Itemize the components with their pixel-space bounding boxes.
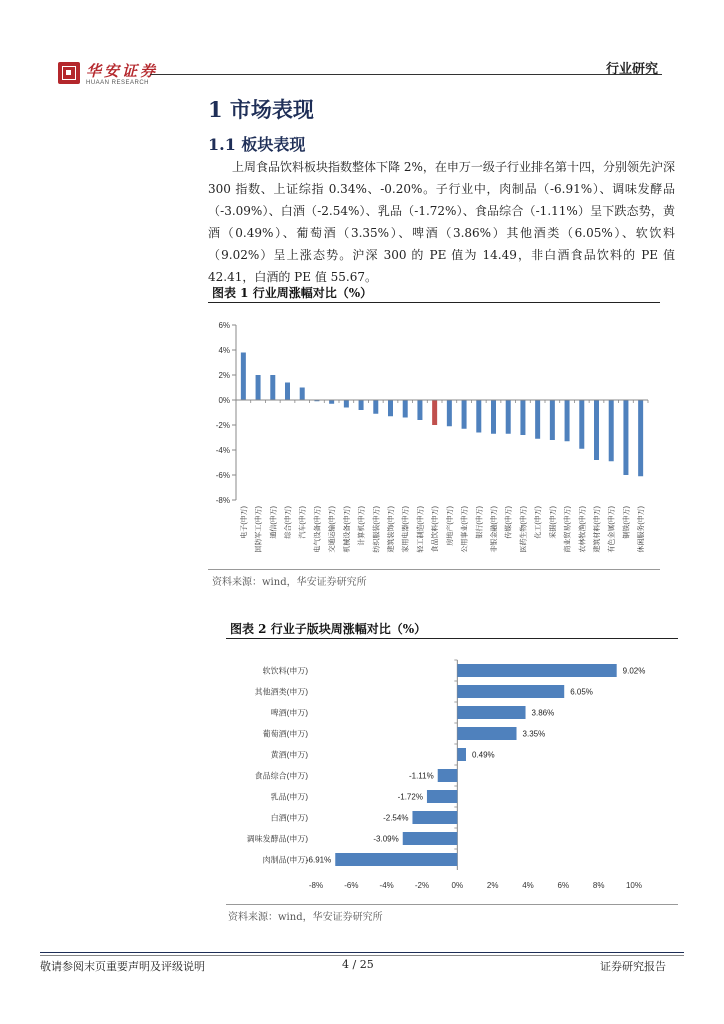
bar [417,400,422,420]
bar [457,727,516,740]
x-tick-label: 综合(申万) [285,506,292,539]
x-tick-label: -6% [344,881,359,890]
y-tick-label: 葡萄酒(申万) [262,729,308,739]
bar [388,400,393,416]
figure1-title: 图表 1 行业周涨幅对比（%） [212,286,373,300]
x-tick-label: 建筑装饰(申万) [388,506,395,553]
x-tick-label: 8% [592,881,605,890]
figure1-source: 资料来源：wind，华安证券研究所 [212,577,367,588]
data-label: 6.05% [570,687,593,697]
y-tick-label: 食品综合(申万) [254,771,308,781]
figure1-title-rule [208,302,660,303]
bar [623,400,628,475]
y-tick-label: 6% [218,321,230,330]
bar [579,400,584,449]
bar [403,400,408,418]
x-tick-label: 采掘(申万) [549,506,557,539]
bar [457,685,564,698]
x-tick-label: 轻工制造(申万) [417,506,425,553]
bar [412,811,457,824]
bar [476,400,481,433]
bar [335,853,457,866]
data-label: 3.86% [531,708,555,718]
y-tick-label: 调味发酵品(申万) [246,834,308,844]
x-tick-label: 房地产(申万) [446,506,454,546]
y-tick-label: -8% [215,496,230,505]
x-tick-label: 钢铁(申万) [623,506,631,539]
bar [432,400,437,425]
bar [462,400,467,429]
x-tick-label: -8% [308,881,324,890]
x-tick-label: 农林牧渔(申万) [579,506,587,553]
bar [535,400,540,439]
x-tick-label: 国防军工(申万) [255,506,263,553]
subsector-weekly-change-chart [226,644,678,902]
data-label: 0.49% [471,750,495,760]
bar [427,790,457,803]
x-tick-label: -2% [414,881,430,890]
brand-logo-icon [58,62,80,84]
body-paragraph: 上周食品饮料板块指数整体下降 2%，在申万一级子行业排名第十四，分别领先沪深 300 指数、上证综指 0.34%、-0.20%。子行业中，肉制品（-6.91%）、调味发酵品（-3.09%）、白酒（-2.54%）、乳品（-1.72%）、食品综合（-1.11%）呈下跌态势，黄酒（0.49%）、葡萄酒（3.35%）、啤酒（3.86%）其他酒类（6.05%）、软饮料（9.02%）呈上涨态势。沪深 300 的 PE 值为 14.49，非白酒食品饮料的 PE 值 42.41，白酒的 PE 值 55.67。 [208,160,675,284]
x-tick-label: 休闲服务(申万) [638,506,646,553]
x-tick-label: 建筑材料(申万) [594,506,601,553]
y-tick-label: -4% [215,446,230,455]
x-tick-label: 汽车(申万) [299,506,307,539]
x-tick-label: 化工(申万) [535,506,543,539]
bar [329,400,334,404]
y-tick-label: 乳品(申万) [270,792,308,802]
brand-name: 华安证券 [86,62,159,80]
section-heading: 1 市场表现 [208,97,314,122]
page-number: 4 / 25 [342,958,374,971]
bar [506,400,511,434]
bar [285,383,290,401]
bar [359,400,364,410]
bar [256,375,261,400]
bar [403,832,458,845]
y-tick-label: 0% [218,396,230,405]
bar [344,400,349,408]
y-tick-label: 肉制品(申万) [262,855,308,865]
bar [373,400,378,414]
data-label: -2.54% [383,813,409,823]
x-tick-label: 银行(申万) [476,506,484,539]
x-tick-label: 有色金属(申万) [608,506,616,553]
x-tick-label: -4% [379,881,394,890]
bar [594,400,599,460]
x-tick-label: 公用事业(申万) [461,506,469,553]
data-label: 9.02% [622,666,646,676]
header-divider [150,74,662,75]
bar [609,400,614,461]
y-tick-label: 黄酒(申万) [270,750,308,760]
bar [491,400,496,434]
x-tick-label: 商业贸易(申万) [564,506,572,553]
x-tick-label: 计算机(申万) [358,506,366,546]
x-tick-label: 传媒(申万) [505,506,513,539]
y-tick-label: 白酒(申万) [270,813,308,823]
figure2-source: 资料来源：wind，华安证券研究所 [228,912,383,923]
x-tick-label: 6% [557,881,570,890]
bar [241,353,246,401]
data-label: -3.09% [373,834,399,844]
bar [457,664,616,677]
data-label: -1.72% [397,792,423,802]
footer-disclaimer: 敬请参阅末页重要声明及评级说明 [40,960,205,973]
x-tick-label: 家用电器(申万) [402,506,410,553]
x-tick-label: 食品饮料(申万) [432,506,440,553]
x-tick-label: 4% [522,881,534,890]
bar [638,400,643,476]
figure1-bottom-rule [208,569,660,570]
x-tick-label: 交通运输(申万) [329,506,337,553]
bar [457,706,525,719]
x-tick-label: 医药生物(申万) [520,506,528,553]
x-tick-label: 通信(申万) [270,506,278,539]
brand-english-name: HUAAN RESEARCH [86,80,150,86]
y-tick-label: -2% [215,421,230,430]
x-tick-label: 机械设备(申万) [343,506,351,553]
subsection-heading: 1.1 板块表现 [208,135,306,154]
bar [550,400,555,440]
x-tick-label: 10% [625,881,643,890]
x-tick-label: 纺织服装(申万) [373,506,381,553]
figure2-bottom-rule [226,904,678,905]
x-tick-label: 电子(申万) [240,506,248,539]
y-tick-label: 其他酒类(申万) [254,687,308,697]
y-tick-label: 啤酒(申万) [270,708,308,718]
figure2-title: 图表 2 行业子版块周涨幅对比（%） [230,622,427,636]
y-tick-label: 2% [218,371,230,380]
bar [565,400,570,441]
industry-weekly-change-chart [200,306,670,572]
bar [447,400,452,426]
x-tick-label: 2% [486,881,499,890]
bar [438,769,458,782]
bar [270,375,275,400]
y-tick-label: -6% [215,471,230,480]
section-tag: 行业研究 [605,62,658,77]
y-tick-label: 软饮料(申万) [262,666,308,676]
bar [300,388,305,401]
x-tick-label: 电气设备(申万) [314,506,322,553]
footer-report-type: 证券研究报告 [600,960,666,973]
bar [520,400,525,435]
y-tick-label: 4% [218,346,230,355]
figure2-title-rule [226,638,678,639]
footer-divider-thin [40,955,684,956]
bar [457,748,466,761]
data-label: -1.11% [408,771,434,781]
data-label: 3.35% [522,729,546,739]
x-tick-label: 0% [451,881,464,890]
footer-divider [40,952,684,953]
data-label: -6.91% [305,855,332,865]
x-tick-label: 非银金融(申万) [491,506,498,553]
